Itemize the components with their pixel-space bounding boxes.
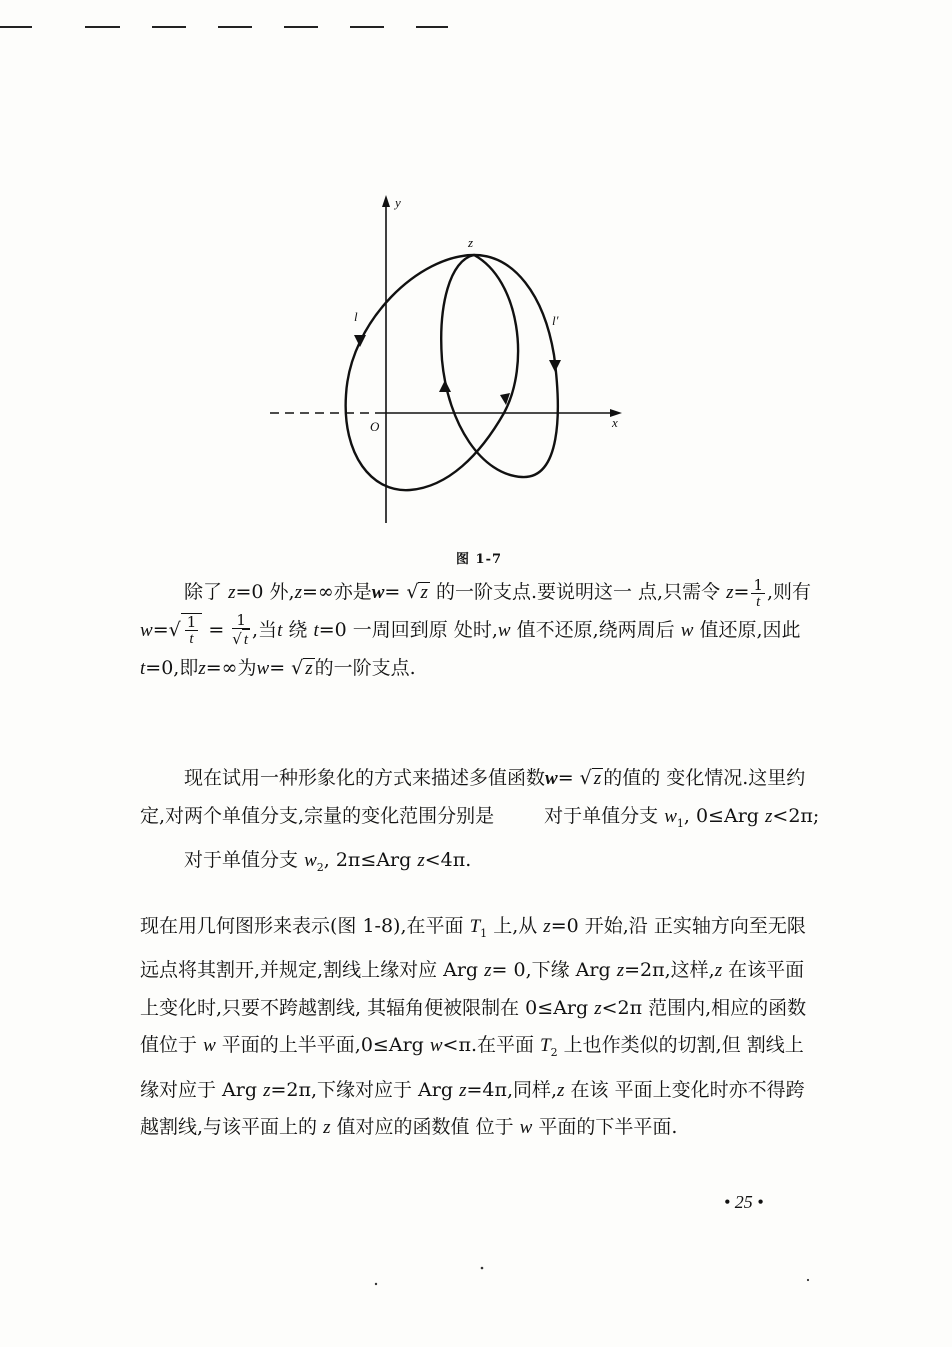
label-y: y (395, 195, 401, 210)
page-number: • 25 • (724, 1192, 764, 1212)
label-origin: O (370, 419, 380, 434)
branch-line-2: 对于单值分支 $w_2$, 2π≤Arg z<4π. (184, 848, 472, 874)
header-dash-rule (0, 24, 470, 30)
scan-specks (0, 1260, 952, 1300)
label-l: l (354, 309, 358, 324)
label-z1: z (468, 235, 474, 250)
label-x: x (612, 415, 618, 430)
label-lprime: l′ (552, 313, 559, 328)
figure-1-7 (260, 185, 640, 530)
paragraph-2: 现在试用一种形象化的方式来描述多值函数w= √ z 的值的 变化情况.这里约定,对两个单值分支,宗量的变化范围分别是 对于单值分支 $w_1$, 0≤Arg z<2π; 对于单值分支 $w_2$, 2π≤Arg z<4π. (140, 767, 820, 874)
branch-line-1: 对于单值分支 $w_1$, 0≤Arg z<2π; (544, 804, 820, 830)
figure-caption: 图 1-7 (456, 552, 503, 567)
curve-lprime (441, 255, 558, 477)
curve-l (346, 255, 518, 490)
paragraph-1: 除了 z=0 外,z=∞亦是w= √ z 的一阶支点.要说明这一 点,只需令 z= $\frac{1}{t}$ ,则有 w=√ $\frac{1}{t}$ = $\frac{1}{√ t}$ ,当t 绕 t=0 一周回到原 处时,w 值不还原,绕两周后 w 值还原,因此t=0,即z=∞为w= √ z 的一阶支点. (140, 575, 812, 679)
paragraph-3: 现在用几何图形来表示(图 1-8),在平面 $T_1$ 上,从 z=0 开始,沿 正实轴方向至无限远点将其割开,并规定,割线上缘对应 Arg z= 0,下缘 Arg z=2π,这样,z 在该平面上变化时,只要不跨越割线, 其辐角便被限制在 0≤Arg z<2π 范围内,相应的函数值位于 w 平面的上半平面,0≤Arg w<π.在平面 $T_2$ 上也作类似的切割,但 割线上缘对应于 Arg z=2π,下缘对应于 Arg z=4π,同样,z 在该 平面上变化时亦不得跨越割线,与该平面上的 z 值对应的函数值 位于 w 平面的下半平面. (140, 915, 807, 1139)
